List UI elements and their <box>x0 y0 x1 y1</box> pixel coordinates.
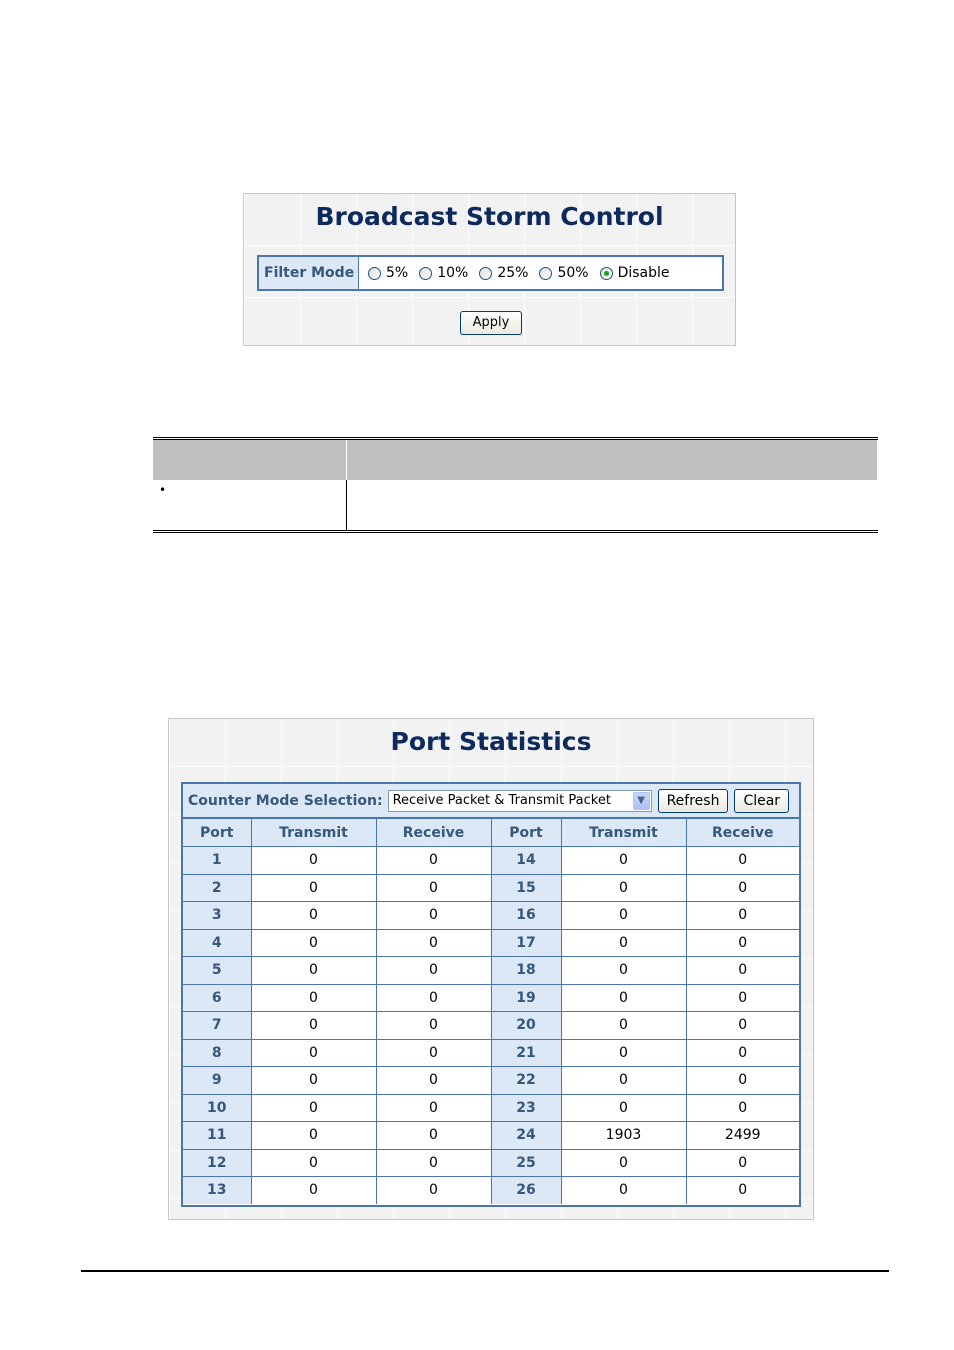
table-row <box>183 1149 799 1177</box>
transmit-cell: 0 <box>251 929 376 957</box>
panel-title: Port Statistics <box>390 727 592 756</box>
transmit-cell: 0 <box>561 1177 686 1204</box>
receive-cell: 0 <box>376 984 491 1012</box>
port-number-cell: 9 <box>183 1067 251 1095</box>
transmit-cell: 0 <box>561 1012 686 1040</box>
port-number-cell: 19 <box>491 984 561 1012</box>
transmit-cell: 0 <box>251 1094 376 1122</box>
receive-cell: 0 <box>686 874 799 902</box>
radio-label: 50% <box>557 265 589 281</box>
receive-cell: 0 <box>376 1149 491 1177</box>
table-row <box>183 847 799 875</box>
transmit-cell: 0 <box>561 929 686 957</box>
port-number-cell: 15 <box>491 874 561 902</box>
transmit-cell: 0 <box>251 1039 376 1067</box>
port-number-cell: 24 <box>491 1122 561 1150</box>
port-statistics-panel <box>168 718 814 1220</box>
receive-cell: 0 <box>686 1012 799 1040</box>
radio-label: 5% <box>386 265 409 281</box>
receive-cell: 0 <box>686 984 799 1012</box>
transmit-cell: 0 <box>251 957 376 985</box>
port-number-cell: 23 <box>491 1094 561 1122</box>
port-statistics-body <box>183 847 799 1204</box>
transmit-cell: 0 <box>251 1177 376 1204</box>
table-row <box>183 984 799 1012</box>
bullet: • <box>159 483 167 497</box>
port-number-cell: 5 <box>183 957 251 985</box>
receive-cell: 0 <box>376 1094 491 1122</box>
port-number-cell: 21 <box>491 1039 561 1067</box>
receive-cell: 0 <box>686 1067 799 1095</box>
table-row <box>183 1039 799 1067</box>
filter-mode-options <box>359 257 681 289</box>
transmit-cell: 0 <box>251 1149 376 1177</box>
transmit-cell: 0 <box>251 874 376 902</box>
chevron-down-icon[interactable]: ▼ <box>633 792 650 810</box>
counter-mode-row <box>183 784 799 818</box>
port-number-cell: 1 <box>183 847 251 875</box>
transmit-cell: 0 <box>561 847 686 875</box>
receive-cell: 0 <box>686 1149 799 1177</box>
radio-button[interactable] <box>479 267 492 280</box>
apply-button[interactable]: Apply <box>460 311 522 335</box>
port-number-cell: 8 <box>183 1039 251 1067</box>
port-number-cell: 18 <box>491 957 561 985</box>
receive-cell: 0 <box>376 847 491 875</box>
port-number-cell: 6 <box>183 984 251 1012</box>
clear-button[interactable]: Clear <box>734 789 789 813</box>
table-row <box>183 902 799 930</box>
receive-cell: 0 <box>686 1039 799 1067</box>
footer-divider <box>81 1270 889 1272</box>
table-row <box>153 480 878 532</box>
table-row <box>183 1122 799 1150</box>
receive-cell: 0 <box>376 957 491 985</box>
table-header <box>153 439 347 481</box>
port-number-cell: 26 <box>491 1177 561 1204</box>
description-table <box>153 437 878 533</box>
radio-label: Disable <box>617 265 670 281</box>
table-row <box>183 929 799 957</box>
refresh-button[interactable]: Refresh <box>658 789 729 813</box>
filter-option-50[interactable] <box>539 265 588 281</box>
table-row <box>183 1067 799 1095</box>
filter-option-10[interactable] <box>419 265 468 281</box>
port-number-cell: 20 <box>491 1012 561 1040</box>
receive-cell: 0 <box>686 847 799 875</box>
filter-option-disable[interactable] <box>600 265 670 281</box>
port-number-cell: 17 <box>491 929 561 957</box>
radio-button[interactable] <box>539 267 552 280</box>
filter-mode-row <box>257 255 724 291</box>
port-statistics-table <box>183 818 799 1204</box>
counter-mode-select[interactable] <box>388 790 652 812</box>
port-number-cell: 4 <box>183 929 251 957</box>
receive-cell: 0 <box>686 902 799 930</box>
transmit-cell: 1903 <box>561 1122 686 1150</box>
port-number-cell: 2 <box>183 874 251 902</box>
transmit-cell: 0 <box>561 1149 686 1177</box>
transmit-cell: 0 <box>251 1012 376 1040</box>
table-cell <box>153 480 347 532</box>
filter-mode-label: Filter Mode <box>259 257 359 289</box>
receive-cell: 0 <box>376 1067 491 1095</box>
counter-mode-value: Receive Packet & Transmit Packet <box>392 793 611 808</box>
column-header: Transmit <box>561 819 686 847</box>
column-header: Port <box>183 819 251 847</box>
counter-mode-label: Counter Mode Selection: <box>188 792 383 809</box>
transmit-cell: 0 <box>251 984 376 1012</box>
port-number-cell: 3 <box>183 902 251 930</box>
column-header: Receive <box>376 819 491 847</box>
table-row <box>183 874 799 902</box>
receive-cell: 0 <box>686 957 799 985</box>
port-number-cell: 12 <box>183 1149 251 1177</box>
receive-cell: 0 <box>686 929 799 957</box>
column-header: Port <box>491 819 561 847</box>
receive-cell: 0 <box>686 1094 799 1122</box>
transmit-cell: 0 <box>561 1094 686 1122</box>
receive-cell: 0 <box>686 1177 799 1204</box>
port-number-cell: 7 <box>183 1012 251 1040</box>
transmit-cell: 0 <box>251 902 376 930</box>
port-number-cell: 22 <box>491 1067 561 1095</box>
filter-option-5[interactable] <box>368 265 408 281</box>
receive-cell: 0 <box>376 874 491 902</box>
panel-title: Broadcast Storm Control <box>315 202 664 231</box>
port-number-cell: 10 <box>183 1094 251 1122</box>
port-number-cell: 13 <box>183 1177 251 1204</box>
table-header <box>347 439 878 481</box>
table-header-row <box>153 439 878 481</box>
table-cell <box>347 480 878 532</box>
transmit-cell: 0 <box>251 1067 376 1095</box>
transmit-cell: 0 <box>561 984 686 1012</box>
table-row <box>183 1177 799 1204</box>
transmit-cell: 0 <box>561 957 686 985</box>
receive-cell: 0 <box>376 1039 491 1067</box>
port-number-cell: 11 <box>183 1122 251 1150</box>
receive-cell: 0 <box>376 1122 491 1150</box>
receive-cell: 0 <box>376 902 491 930</box>
table-header-row <box>183 819 799 847</box>
table-row <box>183 1094 799 1122</box>
transmit-cell: 0 <box>561 902 686 930</box>
receive-cell: 0 <box>376 1012 491 1040</box>
radio-label: 10% <box>437 265 469 281</box>
port-number-cell: 14 <box>491 847 561 875</box>
radio-button[interactable] <box>368 267 381 280</box>
transmit-cell: 0 <box>561 1039 686 1067</box>
transmit-cell: 0 <box>251 1122 376 1150</box>
receive-cell: 0 <box>376 1177 491 1204</box>
transmit-cell: 0 <box>251 847 376 875</box>
column-header: Transmit <box>251 819 376 847</box>
radio-button-selected[interactable] <box>600 267 613 280</box>
port-number-cell: 16 <box>491 902 561 930</box>
broadcast-storm-control-panel <box>243 193 736 346</box>
receive-cell: 2499 <box>686 1122 799 1150</box>
port-statistics-box <box>181 782 801 1207</box>
radio-button[interactable] <box>419 267 432 280</box>
column-header: Receive <box>686 819 799 847</box>
table-row <box>183 957 799 985</box>
transmit-cell: 0 <box>561 874 686 902</box>
radio-label: 25% <box>497 265 529 281</box>
receive-cell: 0 <box>376 929 491 957</box>
port-number-cell: 25 <box>491 1149 561 1177</box>
transmit-cell: 0 <box>561 1067 686 1095</box>
table-row <box>183 1012 799 1040</box>
filter-option-25[interactable] <box>479 265 528 281</box>
